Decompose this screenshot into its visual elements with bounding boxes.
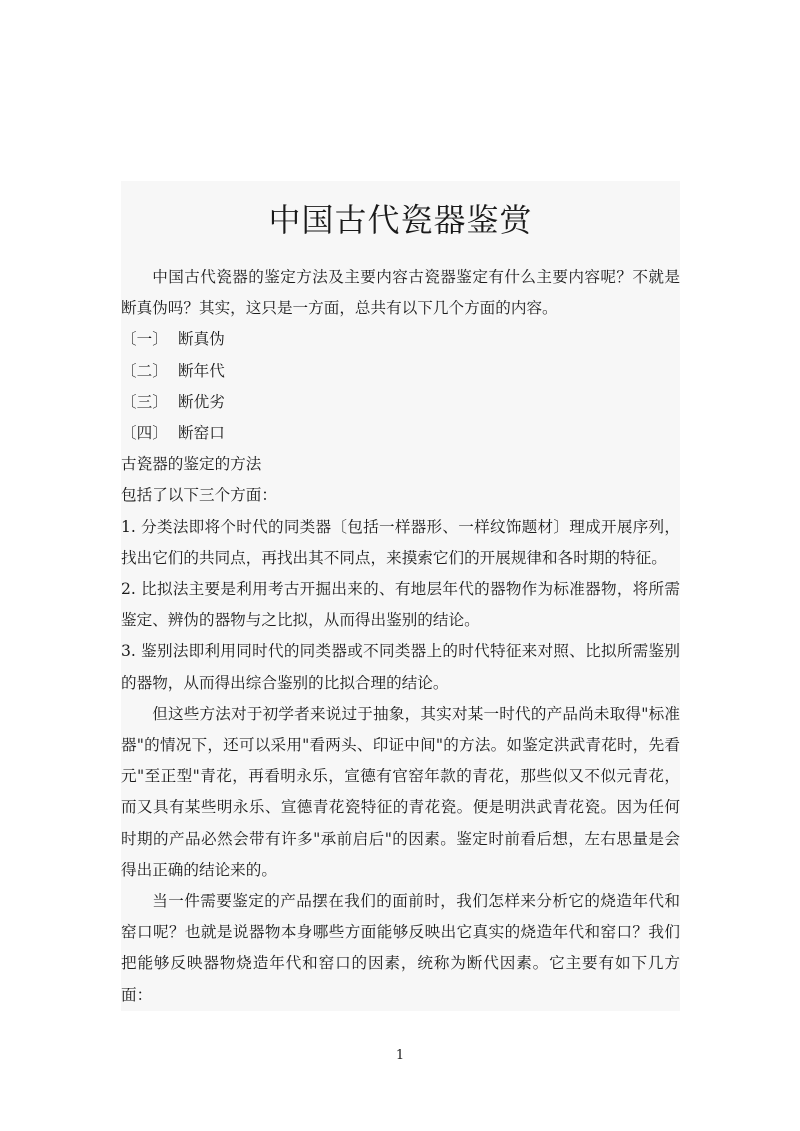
aspect-item-1 — [121, 324, 680, 355]
aspect-item-3 — [121, 387, 680, 418]
aspect-text: 断真伪 — [178, 330, 225, 349]
intro-paragraph: 中国古代瓷器的鉴定方法及主要内容古瓷器鉴定有什么主要内容呢？不就是断真伪吗？其实，这只是一方面，总共有以下几个方面的内容。 — [121, 268, 680, 318]
aspect-marker: 〔二〕 — [121, 361, 168, 380]
body-paragraph-2: 当一件需要鉴定的产品摆在我们的面前时，我们怎样来分析它的烧造年代和窑口呢？也就是说器物本身哪些方面能够反映出它真实的烧造年代和窑口？我们把能够反映器物烧造年代和窑口的因素，统称为断代因素。它主要有如下几方面： — [121, 892, 680, 1004]
method-item-3: 3. 鉴别法即利用同时代的同类器或不同类器上的时代特征来对照、比拟所需鉴别的器物，从而得出综合鉴别的比拟合理的结论。 — [121, 642, 680, 692]
aspect-item-4 — [121, 418, 680, 449]
method-item-1: 1. 分类法即将个时代的同类器〔包括一样器形、一样纹饰题材〕理成开展序列，找出它们的共同点，再找出其不同点，来摸索它们的开展规律和各时期的特征。 — [121, 517, 680, 567]
method-item-2: 2. 比拟法主要是利用考古开掘出来的、有地层年代的器物作为标准器物，将所需鉴定、辨伪的器物与之比拟，从而得出鉴别的结论。 — [121, 580, 680, 630]
document-title: 中国古代瓷器鉴赏 — [268, 201, 533, 239]
methods-intro: 包括了以下三个方面： — [121, 486, 277, 505]
aspect-text: 断窑口 — [178, 424, 225, 443]
aspect-item-2 — [121, 356, 680, 387]
page-number: 1 — [395, 1048, 405, 1063]
aspect-marker: 〔一〕 — [121, 330, 168, 349]
body-paragraph-1: 但这些方法对于初学者来说过于抽象，其实对某一时代的产品尚未取得"标准器"的情况下，还可以采用"看两头、印证中间"的方法。如鉴定洪武青花时，先看元"至正型"青花，再看明永乐，宣德有官窑年款的青花，那些似又不似元青花，而又具有某些明永乐、宣德青花瓷特征的青花瓷。便是明洪武青花瓷。因为任何时期的产品必然会带有许多"承前启后"的因素。鉴定时前看后想，左右思量是会得出正确的结论来的。 — [121, 704, 680, 879]
aspect-text: 断优劣 — [178, 392, 225, 411]
document-body — [121, 262, 680, 1011]
methods-heading: 古瓷器的鉴定的方法 — [121, 455, 262, 474]
aspect-marker: 〔四〕 — [121, 424, 168, 443]
aspect-marker: 〔三〕 — [121, 392, 168, 411]
aspect-text: 断年代 — [178, 361, 225, 380]
